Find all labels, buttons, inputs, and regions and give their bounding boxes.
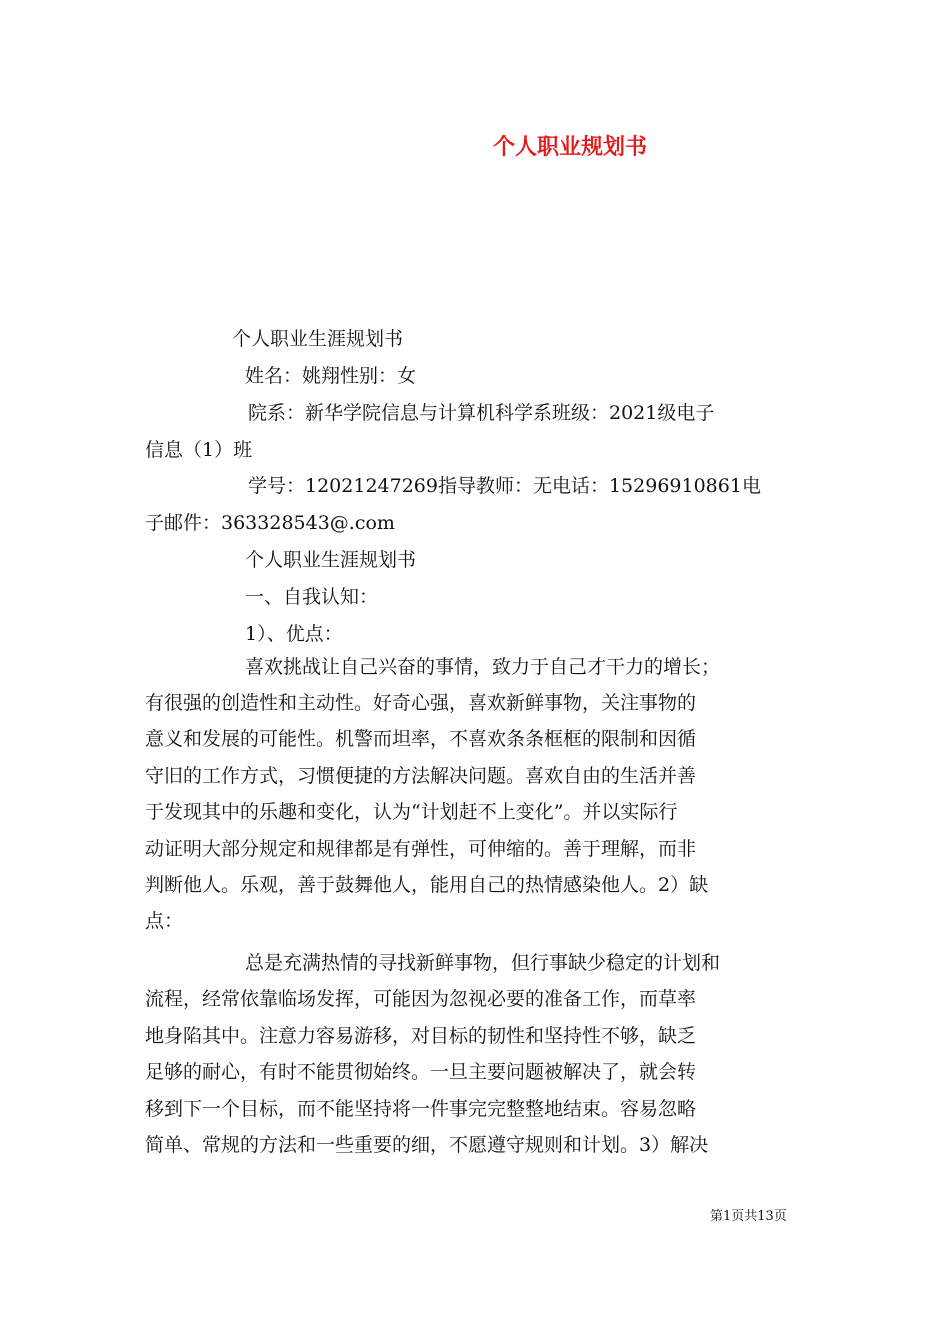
text-line: 地身陷其中。注意力容易游移，对目标的韧性和坚持性不够，缺乏: [145, 1025, 697, 1047]
text-line: 意义和发展的可能性。机警而坦率，不喜欢条条框框的限制和因循: [145, 728, 697, 750]
text-line: 移到下一个目标，而不能坚持将一件事完完整整地结束。容易忽略: [145, 1098, 697, 1120]
text-line: 简单、常规的方法和一些重要的细，不愿遵守规则和计划。3）解决: [145, 1134, 709, 1156]
page-title: 个人职业规划书: [492, 135, 647, 160]
text-line: 判断他人。乐观，善于鼓舞他人，能用自己的热情感染他人。2）缺: [145, 874, 709, 896]
text-line: 学号：12021247269指导教师：无电话：15296910861电: [248, 475, 761, 497]
text-line: 个人职业生涯规划书: [245, 549, 417, 571]
text-line: 一、自我认知：: [245, 586, 379, 608]
text-line: 喜欢挑战让自己兴奋的事情，致力于自己才干力的增长；: [245, 656, 721, 678]
text-line: 信息（1）班: [145, 439, 253, 461]
text-line: 足够的耐心，有时不能贯彻始终。一旦主要问题被解决了，就会转: [145, 1061, 697, 1083]
text-line: 总是充满热情的寻找新鲜事物，但行事缺少稳定的计划和: [245, 952, 721, 974]
text-line: 点：: [145, 910, 184, 932]
text-line: 流程，经常依靠临场发挥，可能因为忽视必要的准备工作，而草率: [145, 988, 697, 1010]
page-footer: 第1页共13页: [710, 1209, 787, 1224]
text-line: 1）、优点：: [245, 623, 343, 645]
text-line: 院系：新华学院信息与计算机科学系班级：2021级电子: [248, 402, 715, 424]
text-line: 动证明大部分规定和规律都是有弹性，可伸缩的。善于理解，而非: [145, 838, 697, 860]
text-line: 有很强的创造性和主动性。好奇心强，喜欢新鲜事物，关注事物的: [145, 692, 697, 714]
text-line: 子邮件：363328543@.com: [145, 512, 395, 534]
text-line: 个人职业生涯规划书: [232, 328, 404, 350]
text-line: 姓名：姚翔性别：女: [245, 365, 417, 387]
text-line: 于发现其中的乐趣和变化，认为“计划赶不上变化”。并以实际行: [145, 801, 678, 823]
text-line: 守旧的工作方式，习惯便捷的方法解决问题。喜欢自由的生活并善: [145, 765, 697, 787]
